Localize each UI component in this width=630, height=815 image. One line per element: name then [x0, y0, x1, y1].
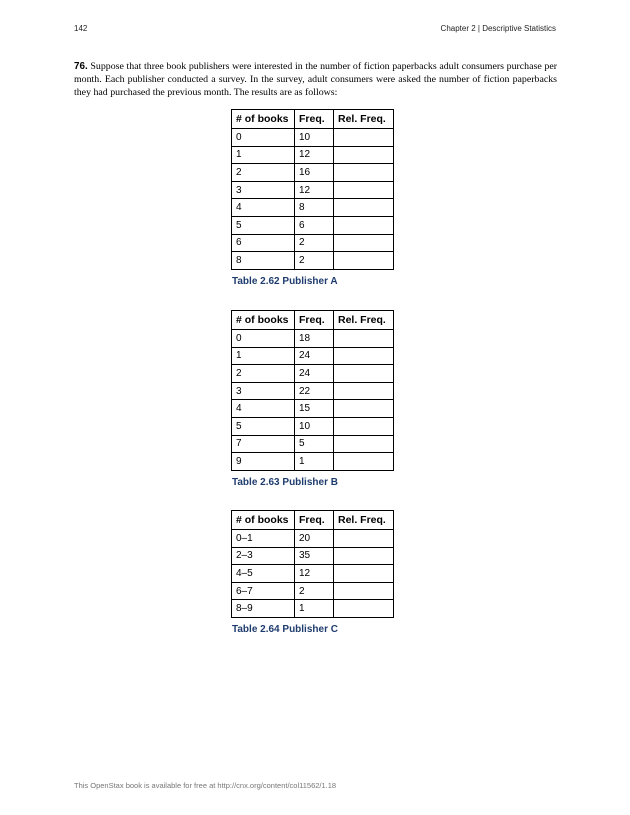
problem-text: Suppose that three book publishers were interested in the number of fiction paperbacks adult consumers purchase per month. Each publisher conducted a survey. In the survey, adult consumers were asked the number of fiction paperbacks they had purchased the previous month. The results are as follows:	[74, 61, 558, 98]
table-cell: 8–9	[232, 600, 295, 618]
table-cell-empty	[334, 347, 394, 365]
table-cell-empty	[334, 582, 394, 600]
table-cell: 16	[295, 164, 334, 182]
table-cell: 10	[295, 129, 334, 147]
chapter-header: Chapter 2 | Descriptive Statistics	[440, 24, 556, 33]
table-row	[232, 565, 394, 583]
table-cell: 0	[232, 330, 295, 348]
table-publisher-b	[231, 310, 394, 471]
table-cell: 7	[232, 435, 295, 453]
column-header: Freq.	[295, 311, 334, 330]
problem-number: 76.	[74, 61, 88, 72]
table-row	[232, 365, 394, 383]
table-cell-empty	[334, 199, 394, 217]
table-cell: 4–5	[232, 565, 295, 583]
table-publisher-b-block	[231, 310, 394, 488]
table-body	[232, 129, 394, 270]
table-cell: 1	[232, 146, 295, 164]
table-cell: 4	[232, 199, 295, 217]
table-publisher-a-block	[231, 109, 394, 287]
table-cell-empty	[334, 417, 394, 435]
table-cell: 0–1	[232, 530, 295, 548]
table-cell: 3	[232, 181, 295, 199]
table-cell: 3	[232, 382, 295, 400]
table-cell-empty	[334, 234, 394, 252]
table-cell-empty	[334, 547, 394, 565]
table-cell: 6–7	[232, 582, 295, 600]
table-cell: 1	[295, 453, 334, 471]
table-cell: 1	[295, 600, 334, 618]
table-header-row	[232, 311, 394, 330]
table-cell: 15	[295, 400, 334, 418]
table-cell: 12	[295, 146, 334, 164]
table-row	[232, 330, 394, 348]
column-header: Freq.	[295, 110, 334, 129]
table-cell-empty	[334, 565, 394, 583]
table-cell-empty	[334, 382, 394, 400]
table-header-row	[232, 110, 394, 129]
table-cell-empty	[334, 146, 394, 164]
column-header: Rel. Freq.	[334, 311, 394, 330]
table-cell: 8	[232, 252, 295, 270]
table-caption: Table 2.64 Publisher C	[232, 623, 338, 635]
table-cell: 0	[232, 129, 295, 147]
table-cell: 5	[232, 417, 295, 435]
table-row	[232, 199, 394, 217]
table-cell-empty	[334, 164, 394, 182]
table-row	[232, 234, 394, 252]
column-header: Freq.	[295, 511, 334, 530]
table-cell: 1	[232, 347, 295, 365]
table-row	[232, 252, 394, 270]
table-cell: 12	[295, 181, 334, 199]
table-header-row	[232, 511, 394, 530]
table-row	[232, 417, 394, 435]
table-row	[232, 164, 394, 182]
problem-statement	[74, 60, 557, 99]
table-cell: 2	[232, 164, 295, 182]
table-cell-empty	[334, 216, 394, 234]
table-row	[232, 453, 394, 471]
column-header: Rel. Freq.	[334, 511, 394, 530]
table-publisher-c-block	[231, 510, 394, 635]
table-cell: 2	[295, 234, 334, 252]
page-number: 142	[74, 24, 88, 33]
table-body	[232, 530, 394, 618]
table-cell: 22	[295, 382, 334, 400]
table-header	[232, 511, 394, 530]
table-cell: 24	[295, 365, 334, 383]
table-caption: Table 2.63 Publisher B	[232, 476, 338, 488]
table-row	[232, 435, 394, 453]
table-cell-empty	[334, 129, 394, 147]
table-cell: 9	[232, 453, 295, 471]
table-cell: 2	[295, 252, 334, 270]
table-caption: Table 2.62 Publisher A	[232, 275, 338, 287]
table-cell: 4	[232, 400, 295, 418]
table-cell: 12	[295, 565, 334, 583]
table-cell-empty	[334, 252, 394, 270]
table-row	[232, 347, 394, 365]
table-header	[232, 110, 394, 129]
table-cell-empty	[334, 435, 394, 453]
table-row	[232, 146, 394, 164]
table-cell-empty	[334, 400, 394, 418]
table-publisher-a	[231, 109, 394, 270]
table-cell-empty	[334, 181, 394, 199]
table-row	[232, 129, 394, 147]
table-header	[232, 311, 394, 330]
table-cell: 18	[295, 330, 334, 348]
table-body	[232, 330, 394, 471]
table-cell: 5	[232, 216, 295, 234]
table-cell: 6	[232, 234, 295, 252]
table-row	[232, 382, 394, 400]
table-cell-empty	[334, 600, 394, 618]
table-row	[232, 582, 394, 600]
table-cell: 5	[295, 435, 334, 453]
table-publisher-c	[231, 510, 394, 618]
table-cell: 6	[295, 216, 334, 234]
table-cell-empty	[334, 365, 394, 383]
table-cell: 35	[295, 547, 334, 565]
table-cell: 20	[295, 530, 334, 548]
table-cell: 10	[295, 417, 334, 435]
column-header: # of books	[232, 311, 295, 330]
table-cell: 8	[295, 199, 334, 217]
table-cell-empty	[334, 330, 394, 348]
table-cell: 2	[295, 582, 334, 600]
column-header: # of books	[232, 110, 295, 129]
table-row	[232, 181, 394, 199]
table-cell: 2–3	[232, 547, 295, 565]
table-row	[232, 530, 394, 548]
table-row	[232, 400, 394, 418]
table-cell-empty	[334, 530, 394, 548]
table-cell: 24	[295, 347, 334, 365]
table-cell-empty	[334, 453, 394, 471]
table-row	[232, 600, 394, 618]
column-header: # of books	[232, 511, 295, 530]
table-row	[232, 216, 394, 234]
column-header: Rel. Freq.	[334, 110, 394, 129]
footer-note: This OpenStax book is available for free at http://cnx.org/content/col11562/1.18	[74, 781, 337, 790]
table-cell: 2	[232, 365, 295, 383]
table-row	[232, 547, 394, 565]
